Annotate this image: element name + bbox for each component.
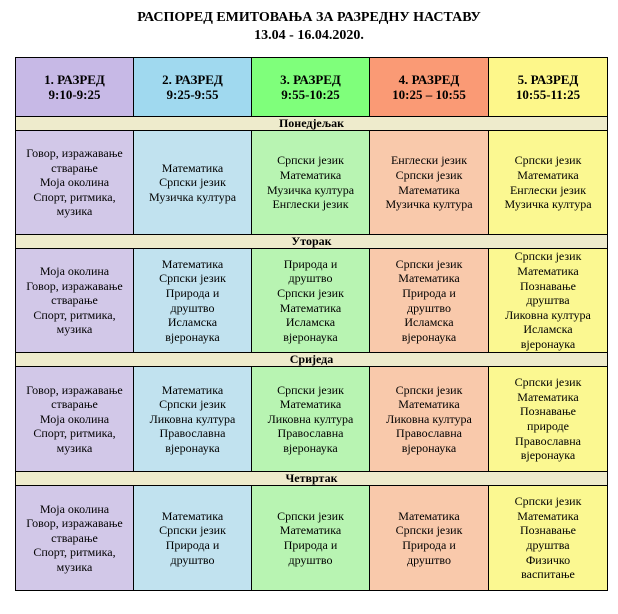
subject-line: Српски језик <box>277 285 344 300</box>
subject-line: Математика <box>398 271 460 286</box>
subject-line: Говор, изражавање <box>26 278 123 293</box>
subject-line: Математика <box>398 397 460 412</box>
day-row <box>16 117 608 131</box>
subject-line: природе <box>527 419 569 433</box>
subject-line: Српски језик <box>277 382 344 397</box>
lessons-row <box>16 367 608 472</box>
subject-line: Српски језик <box>277 508 344 523</box>
subject-line: Природа и <box>283 256 338 271</box>
lesson-cell <box>489 486 608 591</box>
subject-line: Музичка култура <box>385 197 473 212</box>
subject-line: Исламска <box>404 315 454 330</box>
subject-line: Спорт, ритмика, <box>33 545 116 560</box>
lesson-cell <box>370 249 489 353</box>
subject-line: друштво <box>288 271 333 286</box>
subject-line: Ликовна култура <box>149 411 236 426</box>
subject-line: вјеронаука <box>401 440 457 455</box>
subject-line: Исламска <box>167 315 218 330</box>
subject-line: Спорт, ритмика, <box>33 189 116 204</box>
subject-line: Моја околина <box>39 501 110 516</box>
subject-line: Српски језик <box>514 153 582 168</box>
subject-line: Музичка култура <box>266 182 355 197</box>
subject-line: Математика <box>517 264 579 279</box>
lesson-cell <box>134 131 252 235</box>
subject-line: вјеронаука <box>520 336 576 351</box>
subject-line: Енглески језик <box>390 153 468 168</box>
subject-line: Моја околина <box>39 264 110 279</box>
subject-line: стварање <box>51 530 98 545</box>
subject-line: Српски језик <box>159 271 226 286</box>
subject-line: Познавање <box>520 278 576 293</box>
day-label: Сриједа <box>16 353 608 367</box>
subject-line: Музичка култура <box>148 189 237 204</box>
subject-line: Математика <box>517 508 579 523</box>
subject-line: Моја околина <box>39 175 110 190</box>
subject-line: музика <box>56 204 93 219</box>
subject-line: Спорт, ритмика, <box>33 426 116 441</box>
grade-header-1 <box>16 58 134 117</box>
subject-line: Говор, изражавање <box>26 382 123 397</box>
subject-line: Музичка култура <box>504 197 592 212</box>
subject-line: Српски језик <box>277 153 344 168</box>
subject-line: Ликовна култура <box>267 411 354 426</box>
grade-header-2 <box>134 58 252 117</box>
subject-line: Математика <box>279 167 342 182</box>
subject-line: Физичко <box>525 552 571 567</box>
subject-line: Српски језик <box>159 175 226 190</box>
lesson-cell <box>16 131 134 235</box>
subject-line: Српски језик <box>395 256 463 271</box>
subject-line: Српски језик <box>514 249 582 264</box>
day-row <box>16 235 608 249</box>
lesson-cell <box>252 131 370 235</box>
lesson-cell <box>489 367 608 472</box>
subject-line: вјеронаука <box>401 329 457 344</box>
grade-time: 9:25-9:55 <box>166 87 219 102</box>
subject-line: Математика <box>279 300 342 315</box>
subject-line: друштво <box>406 552 451 567</box>
lesson-cell <box>134 367 252 472</box>
subject-line: Математика <box>161 160 224 175</box>
subject-line: Српски језик <box>395 167 463 182</box>
grade-time: 9:10-9:25 <box>48 87 101 102</box>
lesson-cell <box>252 486 370 591</box>
subject-line: стварање <box>51 160 98 175</box>
lesson-cell <box>489 131 608 235</box>
subject-line: Математика <box>279 397 342 412</box>
subject-line: вјеронаука <box>165 329 220 344</box>
subject-line: Српски језик <box>395 382 463 397</box>
subject-line: вјеронаука <box>283 440 338 455</box>
grade-header-3 <box>252 58 370 117</box>
subject-line: Српски језик <box>159 397 226 412</box>
subject-line: Исламска <box>285 315 336 330</box>
grade-time: 10:55-11:25 <box>515 87 581 102</box>
subject-line: вјеронаука <box>283 329 338 344</box>
lesson-cell <box>489 249 608 353</box>
subject-line: Ликовна култура <box>505 307 591 322</box>
grade-time: 10:25 – 10:55 <box>392 87 466 102</box>
lessons-row <box>16 249 608 353</box>
subject-line: друштва <box>526 293 570 308</box>
subject-line: Енглески језик <box>509 182 587 197</box>
subject-line: друштво <box>406 300 451 315</box>
subject-line: Познавање <box>520 404 576 419</box>
subject-line: Говор, изражавање <box>26 516 123 531</box>
schedule-dates: 13.04 - 16.04.2020. <box>254 28 364 43</box>
subject-line: стварање <box>51 293 98 308</box>
grade-label: 4. РАЗРЕД <box>398 72 460 87</box>
subject-line: васпитање <box>521 567 575 582</box>
subject-line: музика <box>56 559 93 574</box>
lesson-cell <box>16 367 134 472</box>
subject-line: Природа и <box>402 538 456 552</box>
subject-line: Православна <box>277 426 344 441</box>
subject-line: Познавање <box>520 523 576 538</box>
subject-line: Математика <box>161 382 224 397</box>
subject-line: Исламска <box>523 322 573 337</box>
subject-line: друштва <box>526 538 570 552</box>
subject-line: Енглески језик <box>272 197 349 212</box>
subject-line: Математика <box>517 389 579 404</box>
grade-header-5 <box>489 58 608 117</box>
subject-line: Математика <box>398 508 460 523</box>
subject-line: Природа и <box>402 285 456 300</box>
subject-line: Српски језик <box>395 523 463 538</box>
grade-label: 3. РАЗРЕД <box>280 72 341 87</box>
subject-line: Српски језик <box>514 375 582 390</box>
subject-line: музика <box>56 440 93 455</box>
subject-line: Моја околина <box>39 411 110 426</box>
grade-label: 1. РАЗРЕД <box>44 72 105 87</box>
subject-line: Природа и <box>283 538 338 552</box>
lesson-cell <box>252 367 370 472</box>
subject-line: Ликовна култура <box>386 411 472 426</box>
subject-line: стварање <box>51 397 98 412</box>
header-row <box>16 58 608 117</box>
day-label: Четвртак <box>16 472 608 486</box>
subject-line: Природа и <box>165 285 220 300</box>
subject-line: Православна <box>515 433 581 448</box>
lesson-cell <box>370 367 489 472</box>
subject-line: Српски језик <box>159 523 226 538</box>
lesson-cell <box>370 486 489 591</box>
day-label: Понедјељак <box>16 117 608 131</box>
subject-line: Математика <box>398 182 460 197</box>
subject-line: Математика <box>161 508 224 523</box>
lessons-row <box>16 131 608 235</box>
subject-line: Православна <box>396 426 462 441</box>
subject-line: Математика <box>517 167 579 182</box>
subject-line: Спорт, ритмика, <box>33 307 116 322</box>
subject-line: вјеронаука <box>165 440 220 455</box>
lesson-cell <box>134 486 252 591</box>
subject-line: Српски језик <box>514 494 582 509</box>
grade-label: 2. РАЗРЕД <box>162 72 223 87</box>
subject-line: друштво <box>170 300 215 315</box>
subject-line: друштво <box>288 552 333 567</box>
schedule-title: РАСПОРЕД ЕМИТОВАЊА ЗА РАЗРЕДНУ НАСТАВУ <box>137 10 481 25</box>
subject-line: Природа и <box>165 538 220 552</box>
subject-line: Математика <box>279 523 342 538</box>
lesson-cell <box>252 249 370 353</box>
lesson-cell <box>16 249 134 353</box>
day-row <box>16 472 608 486</box>
subject-line: музика <box>56 322 93 337</box>
subject-line: Математика <box>161 256 224 271</box>
subject-line: вјеронаука <box>520 448 576 463</box>
grade-header-4 <box>370 58 489 117</box>
schedule-table <box>15 57 608 591</box>
lesson-cell <box>370 131 489 235</box>
grade-label: 5. РАЗРЕД <box>517 72 579 87</box>
lessons-row <box>16 486 608 591</box>
lesson-cell <box>134 249 252 353</box>
day-label: Уторак <box>16 235 608 249</box>
day-row <box>16 353 608 367</box>
lesson-cell <box>16 486 134 591</box>
subject-line: Православна <box>159 426 226 441</box>
grade-time: 9:55-10:25 <box>281 87 340 102</box>
subject-line: друштво <box>170 552 215 567</box>
subject-line: Говор, изражавање <box>26 146 123 161</box>
